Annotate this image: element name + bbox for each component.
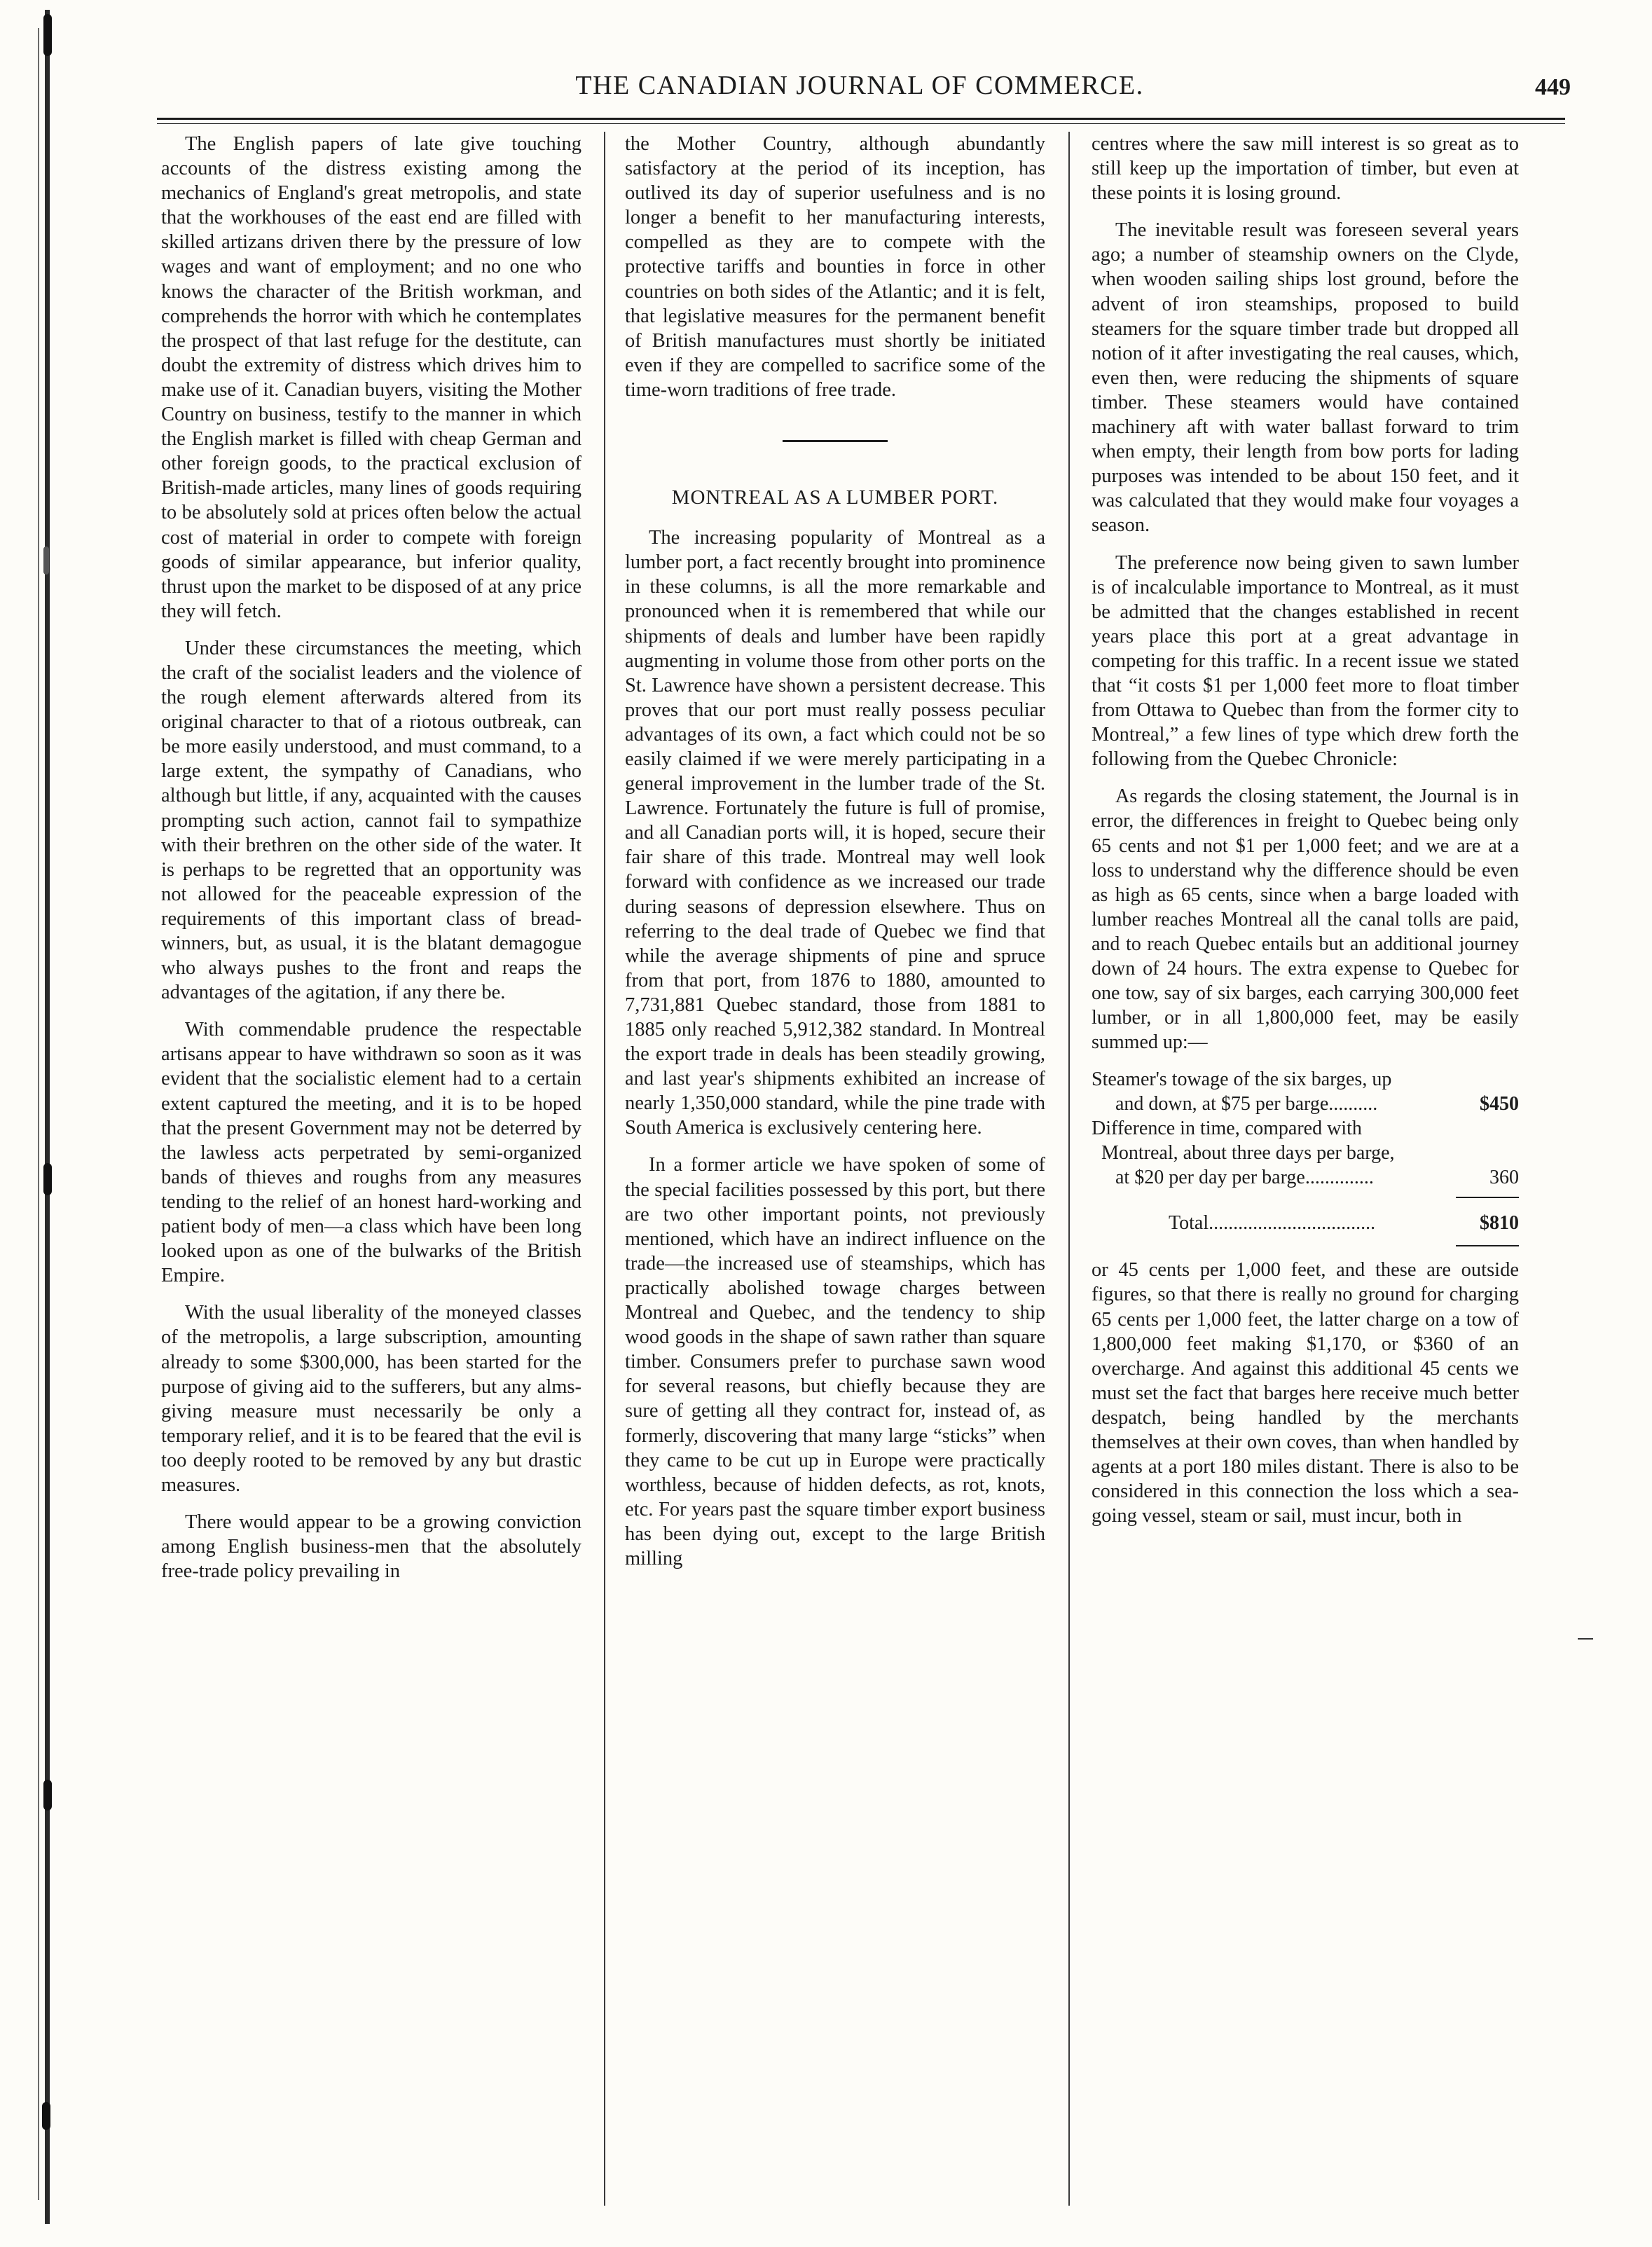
column-rule bbox=[604, 132, 605, 2206]
ledger-row bbox=[1092, 1092, 1519, 1116]
ledger-total-amount: $810 bbox=[1480, 1212, 1519, 1235]
ledger-row bbox=[1092, 1165, 1519, 1190]
ledger-line: Difference in time, compared with bbox=[1092, 1118, 1362, 1140]
margin-rule-thin bbox=[38, 28, 39, 2200]
page-header bbox=[149, 70, 1571, 112]
paragraph: the Mother Country, although abundantly satisfactory at the period of its inception, has outlived its day of superior usefulness and is no longer a benefit to her manufacturing interests, compelled as they are to compete with the protective tariffs and bounties in force in other countries on both sides of the Atlantic; and it is felt, that legislative measures for the permanent benefit of British manufactures must shortly be initiated even if they are compelled to sacrifice some of the time-worn traditions of free trade. bbox=[625, 133, 1045, 401]
paragraph: centres where the saw mill interest is so great as to still keep up the importation of timber, but even at these points it is losing ground. bbox=[1092, 133, 1519, 205]
ledger-total-row bbox=[1092, 1211, 1519, 1235]
paragraph: The increasing popularity of Montreal as a lumber port, a fact recently brought into prominence in these columns, is all the more remarkable and pronounced when it is remembered that while our shipments of deals and lumber have been rapidly augmenting in volume those from other ports on the St. Lawrence have shown a persistent decrease. This proves that our port must really possess peculiar advantages of its own, a fact which could not be so easily claimed if we were merely participating in a general improvement in the lumber trade of the St. Lawrence. Fortunately the future is full of promise, and all Canadian ports will, it is hoped, secure their fair share of this trade. Montreal may well look forward with confidence as we increased our trade during seasons of depression elsewhere. Thus on referring to the deal trade of Quebec we find that while the average shipments of pine and spruce from that port, from 1876 to 1880, amounted to 7,731,881 Quebec standard, those from 1881 to 1885 only reached 5,912,382 standard. In Montreal the export trade in deals has been steadily growing, and last year's shipments exhibited an increase of nearly 1,350,000 standard, while the pine trade with South America is exclusively centering here. bbox=[625, 527, 1045, 1139]
binding-mark bbox=[43, 14, 52, 56]
column-1 bbox=[161, 132, 581, 1596]
column-rule bbox=[1068, 132, 1070, 2206]
section-divider bbox=[783, 440, 888, 442]
binding-mark bbox=[43, 547, 49, 575]
binding-mark bbox=[42, 2102, 50, 2130]
header-rule-thin bbox=[157, 123, 1565, 124]
ledger-rule bbox=[1456, 1245, 1519, 1246]
ledger-line: Montreal, about three days per barge, bbox=[1101, 1142, 1395, 1164]
article-heading: MONTREAL AS A LUMBER PORT. bbox=[671, 486, 999, 509]
paragraph: With the usual liberality of the moneyed classes of the metropolis, a large subscription, amounting already to some $300,000, has been started for the purpose of giving aid to the sufferers, but any alms-giving measure must necessarily be only a temporary relief, and it is to be feared that the evil is too deeply rooted to be removed by any but drastic measures. bbox=[161, 1302, 581, 1496]
journal-title: THE CANADIAN JOURNAL OF COMMERCE. bbox=[575, 71, 1144, 100]
paragraph: or 45 cents per 1,000 feet, and these are outside figures, so that there is really no ground for charging 65 cents per 1,000 feet, the latter charge on a tow of 1,800,000 feet making $1,170, or $360 of an overcharge. And against this additional 45 cents we must set the fact that barges here receive much better despatch, being handled by the merchants themselves at their own coves, than when handled by agents at a port 180 miles distant. There is also to be considered in this connection the loss which a sea-going vessel, steam or sail, must incur, both in bbox=[1092, 1259, 1519, 1527]
ledger-amount: $450 bbox=[1480, 1093, 1519, 1115]
expense-table bbox=[1092, 1067, 1519, 1246]
column-3 bbox=[1092, 132, 1519, 1541]
quoted-passage bbox=[1092, 784, 1519, 1054]
ledger-rule bbox=[1456, 1197, 1519, 1198]
header-rule bbox=[157, 118, 1565, 120]
quote-paragraph: As regards the closing statement, the Journal is in error, the differences in freight to Quebec being only 65 cents and not $1 per 1,000 feet; and we are at a loss to understand why the difference should be even as high as 65 cents, since when a barge loaded with lumber reaches Montreal all the canal tolls are paid, and to reach Quebec entails but an additional journey down of 24 hours. The extra expense to Quebec for one tow, say of six barges, each carrying 300,000 feet lumber, or in all 1,800,000 feet, may be easily summed up:— bbox=[1092, 785, 1519, 1054]
column-2 bbox=[625, 132, 1045, 1583]
binding-edge bbox=[45, 10, 50, 2224]
paragraph: In a former article we have spoken of some of the special facilities possessed by this port, but there are two other important points, not previously mentioned, which have an indirect influence on the trade—the increased use of steamships, which has practically abolished towage charges between Montreal and Quebec, and the tendency to ship wood goods in the shape of sawn rather than square timber. Consumers prefer to purchase sawn wood for several reasons, but chiefly because they are sure of getting all they contract for, instead of, as formerly, discovering that many large “sticks” when they came to be cut up in Europe were practically worthless, because of hidden defects, as rot, knots, etc. For years past the square timber export business has been dying out, except to the large British milling bbox=[625, 1154, 1045, 1569]
paragraph: The preference now being given to sawn lumber is of incalculable importance to Montreal, as it must be admitted that the changes established in recent years place this port at a great advantage in competing for this traffic. In a recent issue we stated that “it costs $1 per 1,000 feet more to float timber from Ottawa to Quebec than from the former city to Montreal,” a few lines of type which drew forth the following from the Quebec Chronicle: bbox=[1092, 551, 1519, 771]
page-number: 449 bbox=[1535, 74, 1571, 100]
paragraph: With commendable prudence the respectable artisans appear to have withdrawn so soon as it was evident that the socialistic element had to a certain extent captured the meeting, and it is to be hoped that the present Government may not be deterred by the lawless acts perpetrated by semi-organized bands of thieves and roughs from any measures tending to the relief of an honest hard-working and patient body of men—a class which have been long looked upon as one of the bulwarks of the British Empire. bbox=[161, 1019, 581, 1287]
paragraph: Under these circumstances the meeting, which the craft of the socialist leaders and the violence of the rough element afterwards altered from its original character to that of a riotous outbreak, can be more easily understood, and must command, to a large extent, the sympathy of Canadians, who although but little, if any, acquainted with the causes prompting such action, cannot fail to sympathize with their brethren on the other side of the water. It is perhaps to be regretted that an opportunity was not allowed for the peaceable expression of the requirements of this important class of bread-winners, but, as usual, it is the blatant demagogue who always pushes to the front and reaps the advantages of the agitation, if any there be. bbox=[161, 637, 581, 1004]
binding-mark bbox=[43, 1163, 52, 1195]
paragraph: There would appear to be a growing conviction among English business-men that the absolutely free-trade policy prevailing in bbox=[161, 1511, 581, 1583]
ledger-total-label: Total.................................. bbox=[1169, 1212, 1376, 1235]
ledger-amount: 360 bbox=[1489, 1167, 1519, 1189]
ledger-line: Steamer's towage of the six barges, up bbox=[1092, 1068, 1392, 1091]
paragraph: The inevitable result was foreseen several years ago; a number of steamship owners on the Clyde, when wooden sailing ships lost ground, before the advent of iron steamships, proposed to build steamers for the square timber trade but dropped all notion of it after investigating the real causes, which, even then, were reducing the shipments of square timber. These steamers would have contained machinery aft with water ballast forward to trim when empty, their length from bow ports for lading purposes was intended to be about 150 feet, and it was calculated that they would make four voyages a season. bbox=[1092, 219, 1519, 537]
paragraph: The English papers of late give touching accounts of the distress existing among the mechanics of England's great metropolis, and state that the workhouses of the east end are filled with skilled artizans driven there by the pressure of low wages and want of employment; and no one who knows the character of the British workman, and comprehends the horror with which he contemplates the prospect of that last refuge for the destitute, can doubt the extremity of distress which drives him to make use of it. Canadian buyers, visiting the Mother Country on business, testify to the manner in which the English market is filled with cheap German and other foreign goods, to the practical exclusion of British-made articles, many lines of goods requiring to be absolutely sold at prices often below the actual cost of material in order to compete with foreign goods of similar appearance, but inferior quality, thrust upon the market to be disposed of at any price they will fetch. bbox=[161, 133, 581, 622]
ledger-line: and down, at $75 per barge.......... bbox=[1115, 1093, 1378, 1115]
margin-mark bbox=[1578, 1638, 1593, 1640]
ledger-line: at $20 per day per barge.............. bbox=[1115, 1167, 1374, 1189]
binding-mark bbox=[43, 1780, 52, 1810]
